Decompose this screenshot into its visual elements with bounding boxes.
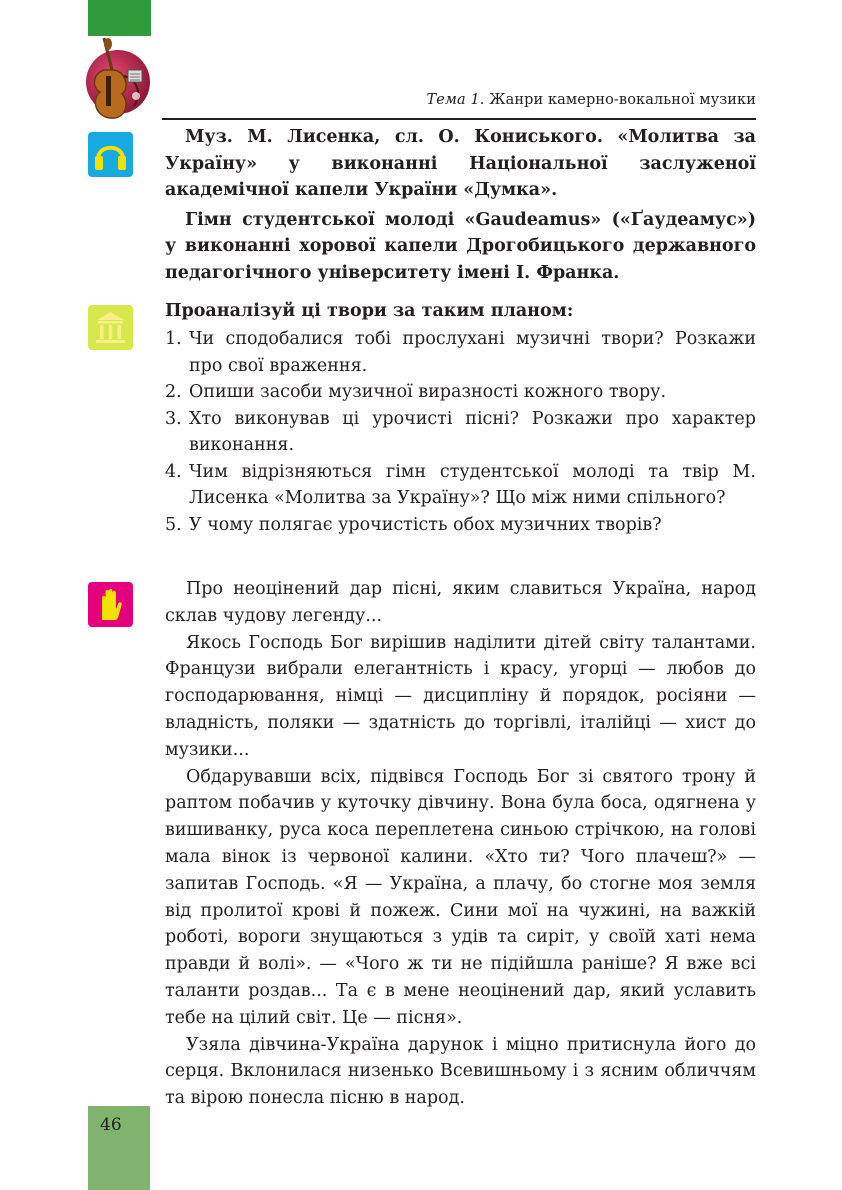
story-paragraph-1: Про неоцінений дар пісні, яким славиться Україна, народ склав чудову легенду... [165, 579, 756, 626]
violin-music-emblem [84, 36, 154, 122]
top-green-tab [88, 0, 151, 36]
headphones-icon [88, 132, 133, 177]
story-paragraph-3: Обдарувавши всіх, підвівся Господь Бог зі святого трону й раптом побачив у куточку дівчину. Вона була боса, одягнена у вишиванку, руса коса переплетена синьою стрічкою, на голові мала вінок із червоної калини. «Хто ти? Чого плачеш?» — запитав Господь. «Я — Україна, а плачу, бо стогне моя земля від пролитої крові й пожеж. Сини мої на чужині, на важкій роботі, вороги знущаються з удів та сиріт, у своїй хаті нема правди й волі». — «Чого ж ти не підійшла раніше? Я вже всі таланти роздав... Та є в мене неоцінений дар, який уславить тебе на цілий світ. Це — пісня». [165, 766, 756, 1028]
list-item-text: Хто виконував ці урочисті пісні? Розкажи про характер виконання. [189, 408, 756, 455]
list-item-number: 3. [165, 408, 182, 429]
list-item [165, 326, 756, 379]
page-number: 46 [100, 1115, 122, 1135]
listening-item-1: Муз. М. Лисенка, сл. О. Кониського. «Молитва за Україну» у виконанні Національної заслуженої академічної капели України «Думка». [165, 127, 756, 200]
analysis-questions-list [165, 326, 756, 538]
list-item [165, 459, 756, 512]
list-item-number: 2. [165, 382, 182, 402]
hand-stop-icon [88, 582, 133, 627]
list-item-text: Чи сподобалися тобі прослухані музичні твори? Розкажи про свої враження. [189, 329, 756, 376]
analysis-title: Проаналізуй ці твори за таким планом: [165, 301, 574, 321]
legend-story [165, 576, 756, 1112]
museum-columns-icon [88, 305, 133, 350]
analysis-section [165, 298, 756, 538]
story-paragraph-2: Якось Господь Бог вирішив наділити дітей світу талантами. Французи вибрали елегантність і красу, угорці — любов до господарювання, німці — дисципліну й порядок, росіяни — владність, поляки — здатність до торгівлі, італійці — хист до музики... [165, 632, 756, 760]
topic-label: Тема 1. [426, 92, 485, 108]
list-item-number: 1. [165, 329, 182, 349]
listening-item-2: Гімн студентської молоді «Gaudeamus» («Ґаудеамус») у виконанні хорової капели Дрогобицького державного педагогічного університету імені І. Франка. [165, 209, 756, 283]
list-item-text: Опиши засоби музичної виразності кожного твору. [189, 382, 667, 402]
topic-title: Жанри камерно-вокальної музики [489, 92, 756, 108]
list-item [165, 406, 756, 459]
list-item [165, 379, 756, 406]
list-item-number: 4. [165, 461, 182, 482]
list-item-number: 5. [165, 514, 182, 535]
list-item [165, 512, 756, 539]
header-divider [162, 118, 756, 120]
list-item-text: Чим відрізняються гімн студентської молоді та твір М. Лисенка «Молитва за Україну»? Що між ними спільного? [189, 461, 756, 508]
page-header-title [160, 92, 756, 108]
story-paragraph-4: Узяла дівчина-Україна дарунок і міцно притиснула його до серця. Вклонилася низенько Всевишньому і з ясним обличчям та вірою понесла пісню в народ. [165, 1034, 756, 1109]
listening-section [165, 124, 756, 286]
list-item-text: У чому полягає урочистість обох музичних творів? [189, 514, 662, 535]
